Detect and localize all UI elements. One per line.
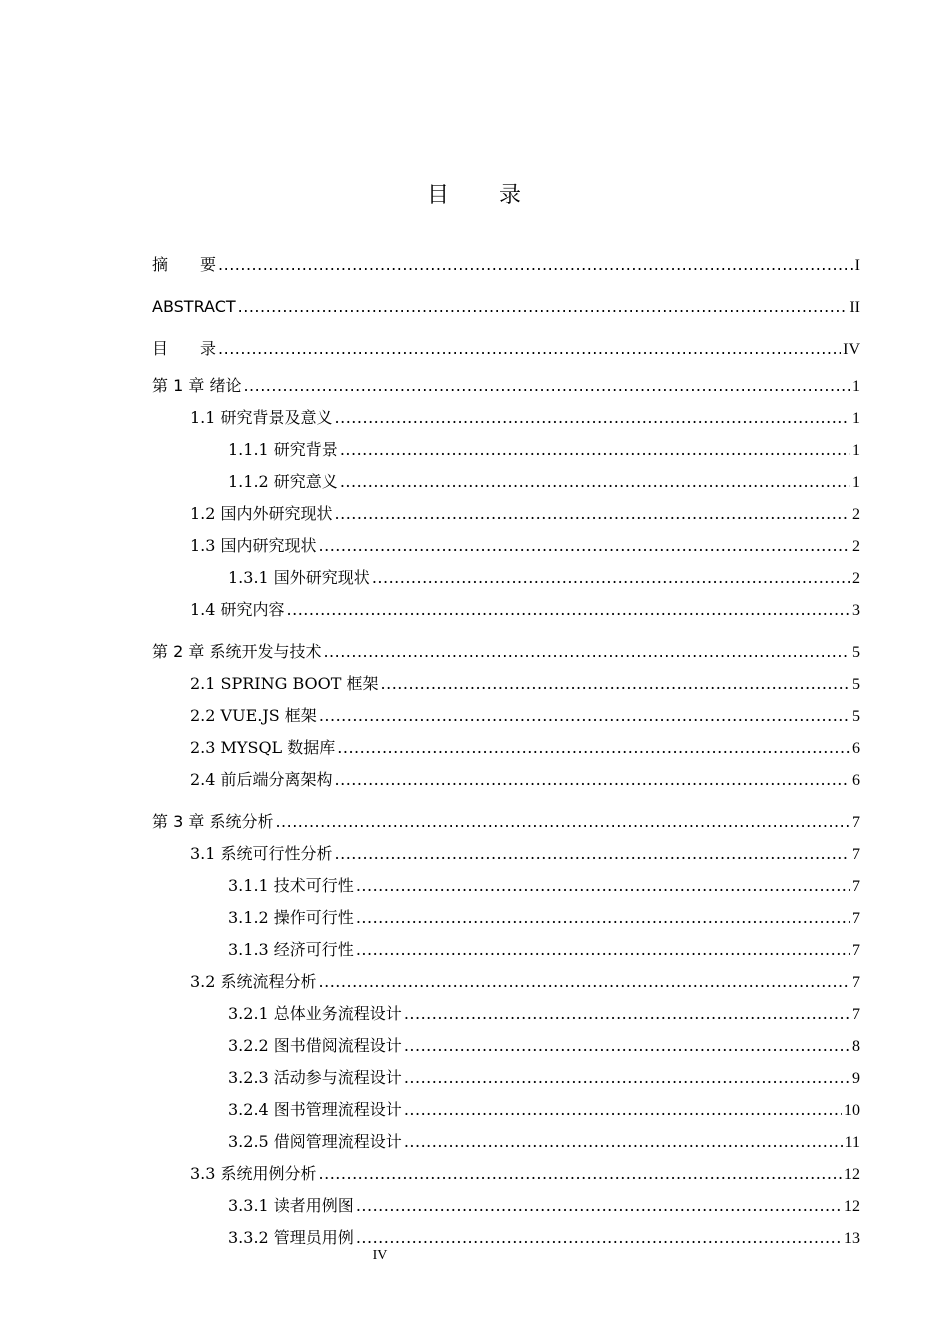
toc-entry-label: 摘 要 xyxy=(152,255,217,274)
toc-entry-label: 3.2.3 活动参与流程设计 xyxy=(228,1068,402,1087)
toc-entry-label: 2.4 前后端分离架构 xyxy=(190,770,333,789)
toc-entry[interactable] xyxy=(152,870,860,902)
toc-dot-leader xyxy=(319,966,850,998)
toc-page-number: IV xyxy=(843,341,860,358)
toc-entry[interactable] xyxy=(152,594,860,626)
toc-entry-label: 2.3 MYSQL 数据库 xyxy=(190,738,336,757)
toc-dot-leader xyxy=(340,434,850,466)
toc-entry[interactable] xyxy=(152,902,860,934)
toc-entry[interactable] xyxy=(152,998,860,1030)
toc-dot-leader xyxy=(404,1062,850,1094)
toc-page-number: 12 xyxy=(844,1198,860,1215)
toc-dot-leader xyxy=(337,732,850,764)
toc-entry[interactable] xyxy=(152,498,860,530)
toc-entry-label: 2.1 SPRING BOOT 框架 xyxy=(190,674,379,693)
toc-entry[interactable] xyxy=(152,466,860,498)
toc-page-number: 5 xyxy=(852,708,860,725)
toc-page-number: 1 xyxy=(852,410,860,427)
toc-dot-leader xyxy=(218,328,841,370)
toc-dot-leader xyxy=(404,998,850,1030)
toc-entry-label: 3.2.2 图书借阅流程设计 xyxy=(228,1036,402,1055)
toc-dot-leader xyxy=(356,934,850,966)
toc-dot-leader xyxy=(275,806,850,838)
toc-page-number: 9 xyxy=(852,1070,860,1087)
toc-page-number: 5 xyxy=(852,644,860,661)
toc-entry[interactable] xyxy=(152,1126,860,1158)
toc-entry[interactable] xyxy=(152,636,860,668)
toc-entry-label: 3.3 系统用例分析 xyxy=(190,1164,317,1183)
toc-dot-leader xyxy=(404,1094,842,1126)
toc-page-number: 7 xyxy=(852,974,860,991)
toc-dot-leader xyxy=(404,1126,843,1158)
toc-entry[interactable] xyxy=(152,1158,860,1190)
toc-page-number: 1 xyxy=(852,378,860,395)
toc-entry-label: 3.2.1 总体业务流程设计 xyxy=(228,1004,402,1023)
toc-page-number: 1 xyxy=(852,442,860,459)
toc-entry-label: 3.2.5 借阅管理流程设计 xyxy=(228,1132,402,1151)
toc-entry[interactable] xyxy=(152,328,860,370)
toc-entry-label: 3.1.3 经济可行性 xyxy=(228,940,354,959)
toc-entry[interactable] xyxy=(152,286,860,328)
toc-entry[interactable] xyxy=(152,934,860,966)
toc-dot-leader xyxy=(335,402,850,434)
toc-entry-label: 3.3.2 管理员用例 xyxy=(228,1228,354,1247)
toc-entry-label: 3.2 系统流程分析 xyxy=(190,972,317,991)
toc-dot-leader xyxy=(381,668,850,700)
toc-page-number: 5 xyxy=(852,676,860,693)
toc-dot-leader xyxy=(356,1190,842,1222)
toc-dot-leader xyxy=(372,562,850,594)
toc-dot-leader xyxy=(340,466,850,498)
toc-entry[interactable] xyxy=(152,966,860,998)
toc-entry[interactable] xyxy=(152,402,860,434)
table-of-contents xyxy=(152,244,860,1254)
toc-dot-leader xyxy=(335,838,850,870)
toc-entry[interactable] xyxy=(152,1190,860,1222)
toc-entry-label: 1.1.1 研究背景 xyxy=(228,440,338,459)
toc-page-number: 7 xyxy=(852,942,860,959)
toc-entry-label: ABSTRACT xyxy=(152,297,236,316)
toc-entry-label: 第 3 章 系统分析 xyxy=(152,812,274,831)
toc-entry[interactable] xyxy=(152,1030,860,1062)
toc-entry-label: 1.1.2 研究意义 xyxy=(228,472,338,491)
toc-entry-label: 1.1 研究背景及意义 xyxy=(190,408,333,427)
toc-entry-label: 第 2 章 系统开发与技术 xyxy=(152,642,322,661)
toc-entry[interactable] xyxy=(152,1094,860,1126)
toc-entry-label: 1.2 国内外研究现状 xyxy=(190,504,333,523)
page-footer-number: IV xyxy=(372,1248,388,1263)
toc-page-number: 13 xyxy=(844,1230,860,1247)
toc-entry[interactable] xyxy=(152,700,860,732)
toc-page-number: 10 xyxy=(844,1102,860,1119)
toc-entry-label: 1.4 研究内容 xyxy=(190,600,285,619)
toc-dot-leader xyxy=(323,636,850,668)
toc-entry-label: 目 录 xyxy=(152,339,217,358)
toc-page-number: 7 xyxy=(852,846,860,863)
toc-entry[interactable] xyxy=(152,838,860,870)
toc-dot-leader xyxy=(319,700,850,732)
toc-entry-label: 1.3 国内研究现状 xyxy=(190,536,317,555)
toc-page-number: 12 xyxy=(844,1166,860,1183)
toc-entry-label: 3.2.4 图书管理流程设计 xyxy=(228,1100,402,1119)
toc-page-number: 1 xyxy=(852,474,860,491)
toc-entry-label: 3.1.2 操作可行性 xyxy=(228,908,354,927)
toc-entry[interactable] xyxy=(152,668,860,700)
toc-entry[interactable] xyxy=(152,434,860,466)
toc-dot-leader xyxy=(404,1030,850,1062)
toc-page-number: 7 xyxy=(852,1006,860,1023)
toc-dot-leader xyxy=(356,870,850,902)
toc-dot-leader xyxy=(218,244,853,286)
toc-entry[interactable] xyxy=(152,764,860,796)
toc-entry[interactable] xyxy=(152,732,860,764)
toc-entry-label: 3.1.1 技术可行性 xyxy=(228,876,354,895)
toc-page-number: II xyxy=(849,299,860,316)
toc-entry-label: 2.2 VUE.JS 框架 xyxy=(190,706,317,725)
toc-dot-leader xyxy=(238,286,848,328)
toc-entry[interactable] xyxy=(152,562,860,594)
toc-dot-leader xyxy=(319,1158,842,1190)
toc-entry[interactable] xyxy=(152,370,860,402)
toc-entry[interactable] xyxy=(152,806,860,838)
toc-entry[interactable] xyxy=(152,1062,860,1094)
toc-page-number: 2 xyxy=(852,570,860,587)
toc-page-number: 2 xyxy=(852,538,860,555)
toc-page-number: 11 xyxy=(844,1134,860,1151)
toc-dot-leader xyxy=(335,498,850,530)
toc-page-number: 6 xyxy=(852,740,860,757)
toc-entry[interactable] xyxy=(152,530,860,562)
toc-dot-leader xyxy=(319,530,850,562)
toc-page-number: 8 xyxy=(852,1038,860,1055)
toc-entry-label: 3.3.1 读者用例图 xyxy=(228,1196,354,1215)
toc-dot-leader xyxy=(335,764,850,796)
toc-dot-leader xyxy=(287,594,850,626)
toc-page-number: I xyxy=(854,257,860,274)
toc-page-number: 7 xyxy=(852,878,860,895)
toc-entry-label: 3.1 系统可行性分析 xyxy=(190,844,333,863)
toc-entry-label: 1.3.1 国外研究现状 xyxy=(228,568,370,587)
toc-entry-label: 第 1 章 绪论 xyxy=(152,376,242,395)
toc-page-number: 6 xyxy=(852,772,860,789)
toc-dot-leader xyxy=(356,902,850,934)
toc-entry[interactable] xyxy=(152,244,860,286)
toc-dot-leader xyxy=(243,370,850,402)
toc-page-number: 2 xyxy=(852,506,860,523)
toc-page-number: 3 xyxy=(852,602,860,619)
page-title: 目 录 xyxy=(426,183,523,208)
toc-page-number: 7 xyxy=(852,910,860,927)
toc-page-number: 7 xyxy=(852,814,860,831)
